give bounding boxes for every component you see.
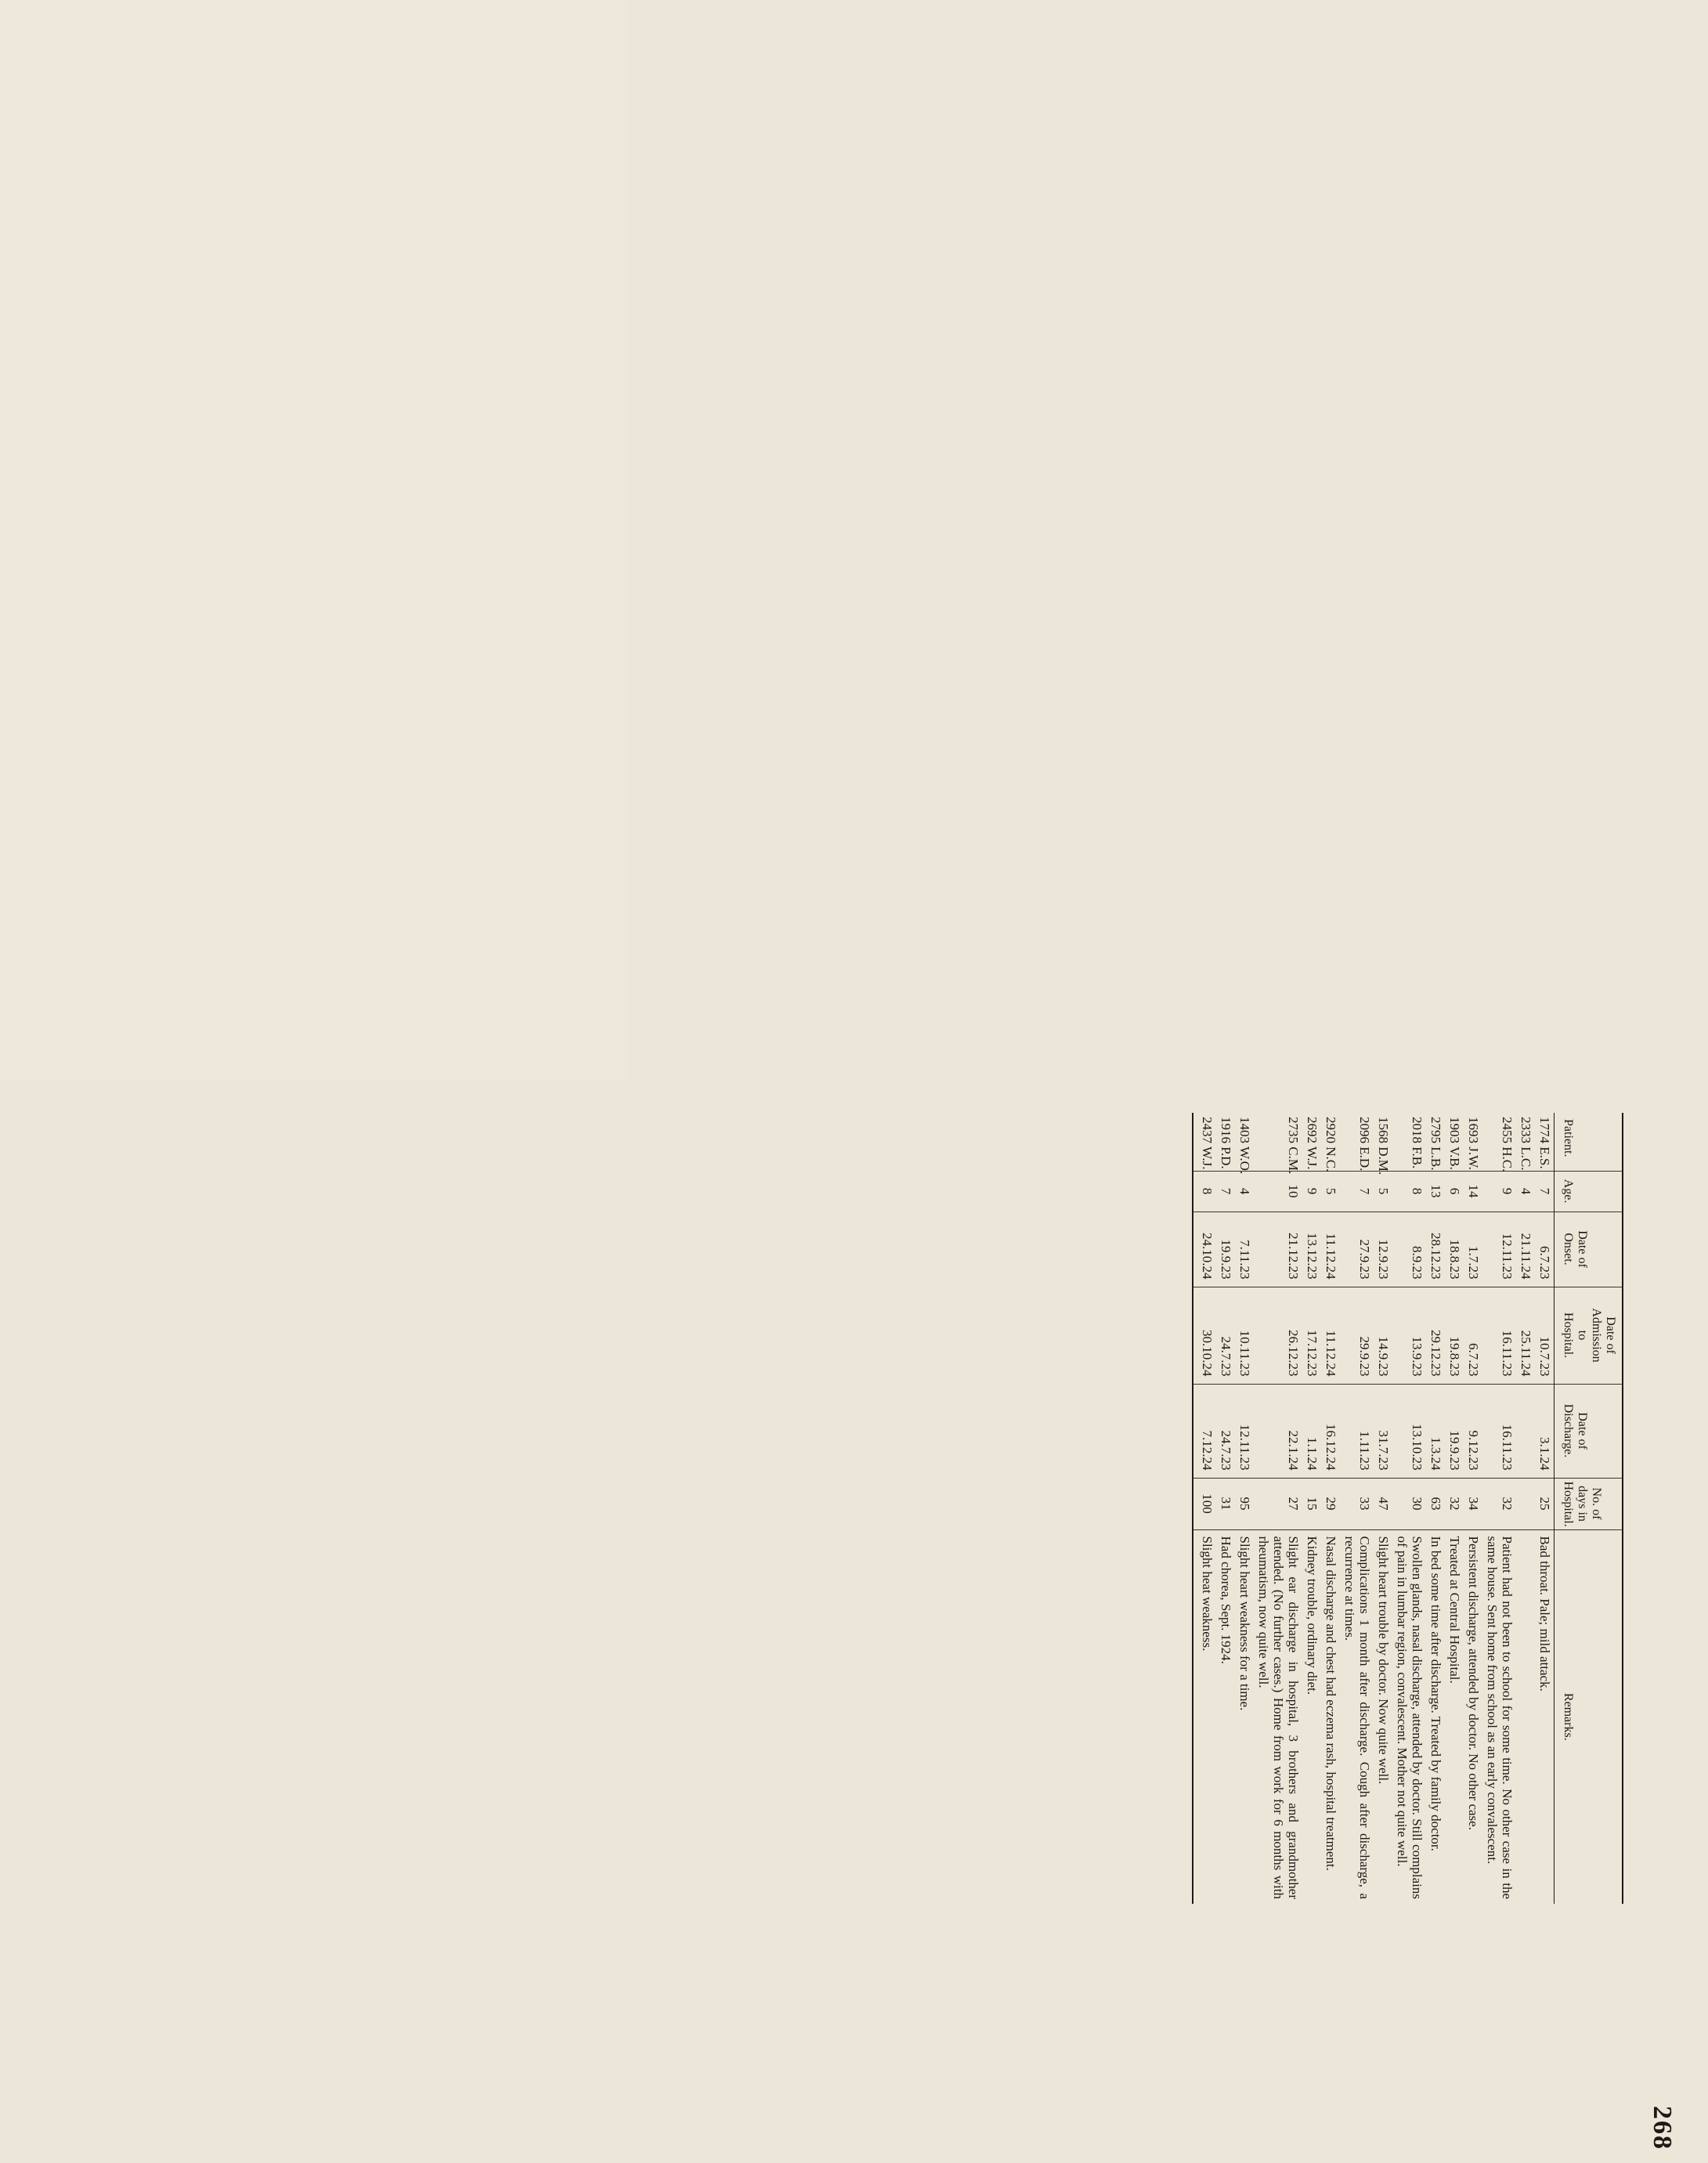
cell-admission: 6.7.23 — [1464, 1287, 1482, 1384]
cell-discharge: 1.3.24 — [1426, 1384, 1445, 1478]
cell-discharge: 12.11.23 — [1235, 1384, 1254, 1478]
cell-discharge: 13.10.23 — [1392, 1384, 1426, 1478]
cell-age: 5 — [1374, 1171, 1392, 1211]
cell-admission: 26.12.23 — [1254, 1287, 1302, 1384]
cell-remarks: Slight heat weakness. — [1193, 1529, 1216, 1904]
cell-age: 8 — [1392, 1171, 1426, 1211]
cell-patient: 2455 H.C. — [1500, 1117, 1515, 1172]
table-row — [1482, 1113, 1516, 1904]
table-row — [1374, 1113, 1392, 1904]
cell-remarks: Slight ear discharge in hospital, 3 brothers and grandmother attended. (No further cases.) Home from work for 6 months with rheumatism, now quite well. — [1254, 1529, 1302, 1904]
cell-patient: 2692 W.J. — [1305, 1117, 1320, 1170]
cell-days: 27 — [1254, 1478, 1302, 1529]
cell-admission: 13.9.23 — [1392, 1287, 1426, 1384]
cell-remarks: Slight heart weakness for a time. — [1235, 1529, 1254, 1904]
cell-days: 100 — [1193, 1478, 1216, 1529]
cell-discharge: 16.11.23 — [1482, 1384, 1516, 1478]
table-row — [1535, 1113, 1555, 1904]
rotated-page-content — [1081, 1082, 1708, 2163]
cell-remarks: Patient had not been to school for some time. No other case in the same house. Sent home from school as an early convalescent. — [1482, 1529, 1516, 1904]
cell-age: 14 — [1464, 1171, 1482, 1211]
table-row — [1321, 1113, 1340, 1904]
cell-patient: 2333 L.C. — [1518, 1117, 1533, 1171]
table-row — [1426, 1113, 1445, 1904]
cell-patient: 1568 D.M. — [1376, 1117, 1391, 1175]
cell-patient: 1403 W.O. — [1237, 1117, 1252, 1175]
cell-onset: 6.7.23 — [1535, 1211, 1555, 1287]
cell-admission: 25.11.24 — [1516, 1287, 1535, 1384]
header-age: Age. — [1555, 1171, 1623, 1211]
cell-age: 7 — [1340, 1171, 1374, 1211]
cell-onset: 27.9.23 — [1340, 1211, 1374, 1287]
cell-admission: 16.11.23 — [1482, 1287, 1516, 1384]
cell-onset: 1.7.23 — [1464, 1211, 1482, 1287]
cell-remarks: In bed some time after discharge. Treated by family doctor. — [1426, 1529, 1445, 1904]
cell-discharge: 3.1.24 — [1535, 1384, 1555, 1478]
cell-days: 34 — [1464, 1478, 1482, 1529]
cell-admission: 29.9.23 — [1340, 1287, 1374, 1384]
cell-patient: 2735 C.M. — [1286, 1117, 1301, 1175]
cell-age: 4 — [1516, 1171, 1535, 1211]
table-row — [1445, 1113, 1464, 1904]
cell-days: 15 — [1302, 1478, 1321, 1529]
table-row — [1464, 1113, 1482, 1904]
table-row — [1516, 1113, 1535, 1904]
cell-admission: 11.12.24 — [1321, 1287, 1340, 1384]
cell-discharge: 16.12.24 — [1321, 1384, 1340, 1478]
cell-age: 7 — [1535, 1171, 1555, 1211]
cell-age: 4 — [1235, 1171, 1254, 1211]
cell-patient: 2096 E.D. — [1357, 1117, 1372, 1172]
cell-days — [1516, 1478, 1535, 1529]
cell-discharge: 22.1.24 — [1254, 1384, 1302, 1478]
cell-age: 7 — [1216, 1171, 1235, 1211]
cell-days: 31 — [1216, 1478, 1235, 1529]
cell-discharge: 19.9.23 — [1445, 1384, 1464, 1478]
cell-onset: 21.11.24 — [1516, 1211, 1535, 1287]
cell-remarks: Swollen glands, nasal discharge, attended by doctor. Still complains of pain in lumbar region, convalescent. Mother not quite well. — [1392, 1529, 1426, 1904]
cell-age: 6 — [1445, 1171, 1464, 1211]
cell-age: 10 — [1254, 1171, 1302, 1211]
header-onset: Date of Onset. — [1555, 1211, 1623, 1287]
cell-days: 30 — [1392, 1478, 1426, 1529]
cell-patient: 1774 E.S. — [1537, 1117, 1552, 1169]
cell-days: 47 — [1374, 1478, 1392, 1529]
cell-age: 13 — [1426, 1171, 1445, 1211]
cell-onset: 7.11.23 — [1235, 1211, 1254, 1287]
header-patient: Patient. — [1555, 1113, 1623, 1171]
cell-onset: 12.9.23 — [1374, 1211, 1392, 1287]
cell-onset: 19.9.23 — [1216, 1211, 1235, 1287]
cell-onset: 28.12.23 — [1426, 1211, 1445, 1287]
table-row — [1193, 1113, 1216, 1904]
table-row — [1254, 1113, 1302, 1904]
cell-admission: 19.8.23 — [1445, 1287, 1464, 1384]
header-remarks: Remarks. — [1555, 1529, 1623, 1904]
cell-age: 9 — [1482, 1171, 1516, 1211]
cell-days: 25 — [1535, 1478, 1555, 1529]
cell-remarks: Slight heart trouble by doctor. Now quite well. — [1374, 1529, 1392, 1904]
cell-remarks: Had chorea, Sept. 1924. — [1216, 1529, 1235, 1904]
cell-admission: 10.11.23 — [1235, 1287, 1254, 1384]
cell-age: 8 — [1193, 1171, 1216, 1211]
cell-days: 95 — [1235, 1478, 1254, 1529]
cell-discharge: 9.12.23 — [1464, 1384, 1482, 1478]
cell-discharge: 31.7.23 — [1374, 1384, 1392, 1478]
cell-discharge: 7.12.24 — [1193, 1384, 1216, 1478]
cell-admission: 14.9.23 — [1374, 1287, 1392, 1384]
cell-admission: 30.10.24 — [1193, 1287, 1216, 1384]
cell-remarks: Treated at Central Hospital. — [1445, 1529, 1464, 1904]
cell-discharge: 1.11.23 — [1340, 1384, 1374, 1478]
cell-admission: 29.12.23 — [1426, 1287, 1445, 1384]
cell-days: 29 — [1321, 1478, 1340, 1529]
cell-patient: 1903 V.B. — [1447, 1117, 1462, 1170]
cell-patient: 1693 J.W. — [1466, 1117, 1481, 1170]
table-row — [1340, 1113, 1374, 1904]
cell-remarks: Persistent discharge, attended by doctor. No other case. — [1464, 1529, 1482, 1904]
cell-patient: 2018 F.B. — [1410, 1117, 1425, 1169]
cell-onset: 13.12.23 — [1302, 1211, 1321, 1287]
cell-remarks — [1516, 1529, 1535, 1904]
cell-remarks: Nasal discharge and chest had eczema rash, hospital treatment. — [1321, 1529, 1340, 1904]
page-number: 268 — [1648, 2106, 1677, 2150]
cell-days: 32 — [1482, 1478, 1516, 1529]
cell-discharge: 24.7.23 — [1216, 1384, 1235, 1478]
cell-discharge: 1.1.24 — [1302, 1384, 1321, 1478]
cell-remarks: Complications 1 month after discharge. Cough after discharge, a recurrence at times. — [1340, 1529, 1374, 1904]
cell-remarks: Kidney trouble, ordinary diet. — [1302, 1529, 1321, 1904]
cell-onset: 24.10.24 — [1193, 1211, 1216, 1287]
cell-onset: 18.8.23 — [1445, 1211, 1464, 1287]
header-days: No. of days in Hospital. — [1555, 1478, 1623, 1529]
cell-admission: 24.7.23 — [1216, 1287, 1235, 1384]
cell-patient: 2795 L.B. — [1428, 1117, 1443, 1171]
header-discharge: Date of Discharge. — [1555, 1384, 1623, 1478]
cell-admission: 10.7.23 — [1535, 1287, 1555, 1384]
table-row — [1302, 1113, 1321, 1904]
cell-onset: 11.12.24 — [1321, 1211, 1340, 1287]
cell-admission: 17.12.23 — [1302, 1287, 1321, 1384]
cell-patient: 2920 N.C. — [1323, 1117, 1338, 1172]
discharge-cases-table — [1192, 1113, 1623, 1904]
cell-patient: 2437 W.J. — [1193, 1113, 1216, 1171]
table-header-row — [1555, 1113, 1623, 1904]
table-row — [1392, 1113, 1426, 1904]
cell-remarks: Bad throat. Pale; mild attack. — [1535, 1529, 1555, 1904]
header-admission: Date of Admission to Hospital. — [1555, 1287, 1623, 1384]
cell-days: 63 — [1426, 1478, 1445, 1529]
cell-days: 32 — [1445, 1478, 1464, 1529]
table-row — [1235, 1113, 1254, 1904]
book-page — [1081, 1082, 1708, 2163]
table-row — [1216, 1113, 1235, 1904]
cell-onset: 21.12.23 — [1254, 1211, 1302, 1287]
cell-patient: 1916 P.D. — [1219, 1117, 1233, 1169]
cell-age: 9 — [1302, 1171, 1321, 1211]
cell-age: 5 — [1321, 1171, 1340, 1211]
cell-days: 33 — [1340, 1478, 1374, 1529]
cell-discharge — [1516, 1384, 1535, 1478]
cell-onset: 12.11.23 — [1482, 1211, 1516, 1287]
cell-onset: 8.9.23 — [1392, 1211, 1426, 1287]
